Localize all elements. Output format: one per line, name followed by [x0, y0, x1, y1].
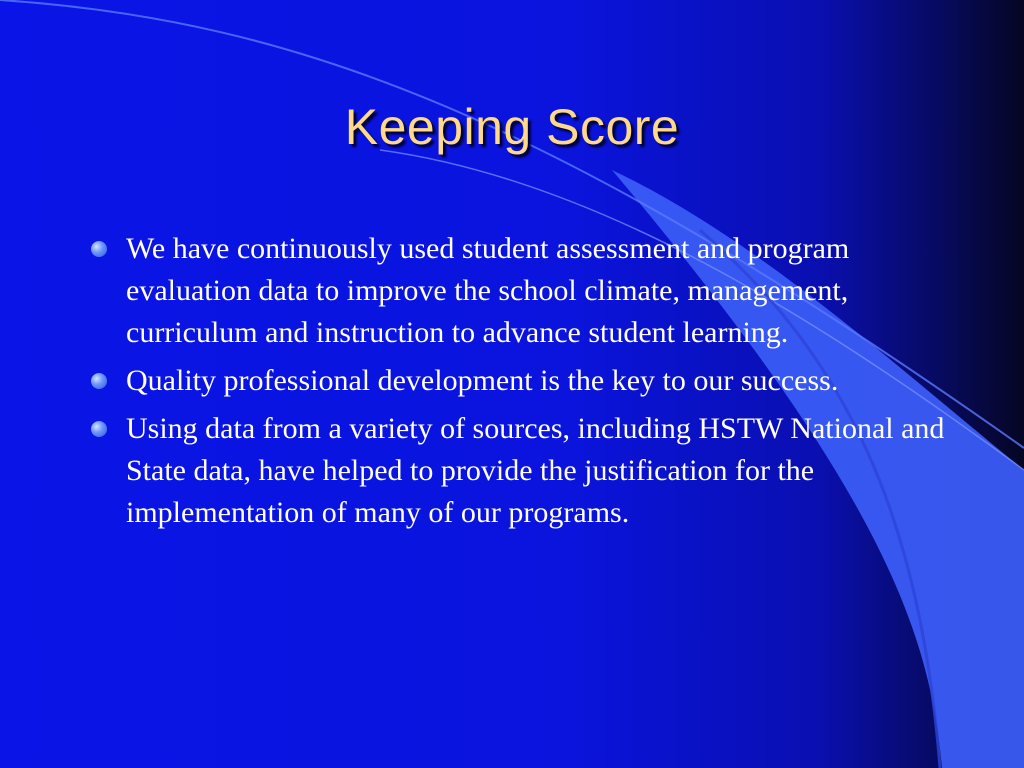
bullet-item: [88, 408, 948, 534]
bullet-dot-icon: [91, 421, 107, 437]
bullet-text: We have continuously used student assessment and program evaluation data to improve the school climate, management, curriculum and instruction to advance student learning.: [126, 232, 850, 349]
bullet-dot-icon: [91, 373, 107, 389]
bullet-item: [88, 360, 948, 402]
bullet-item: [88, 228, 948, 354]
bullet-text: Quality professional development is the key to our success.: [126, 364, 839, 397]
bullet-dot-icon: [91, 241, 107, 257]
bullet-text: Using data from a variety of sources, including HSTW National and State data, have helped to provide the justification for the implementation of many of our programs.: [126, 412, 945, 529]
slide-title: Keeping Score: [344, 99, 680, 155]
bullet-list: [88, 228, 948, 540]
